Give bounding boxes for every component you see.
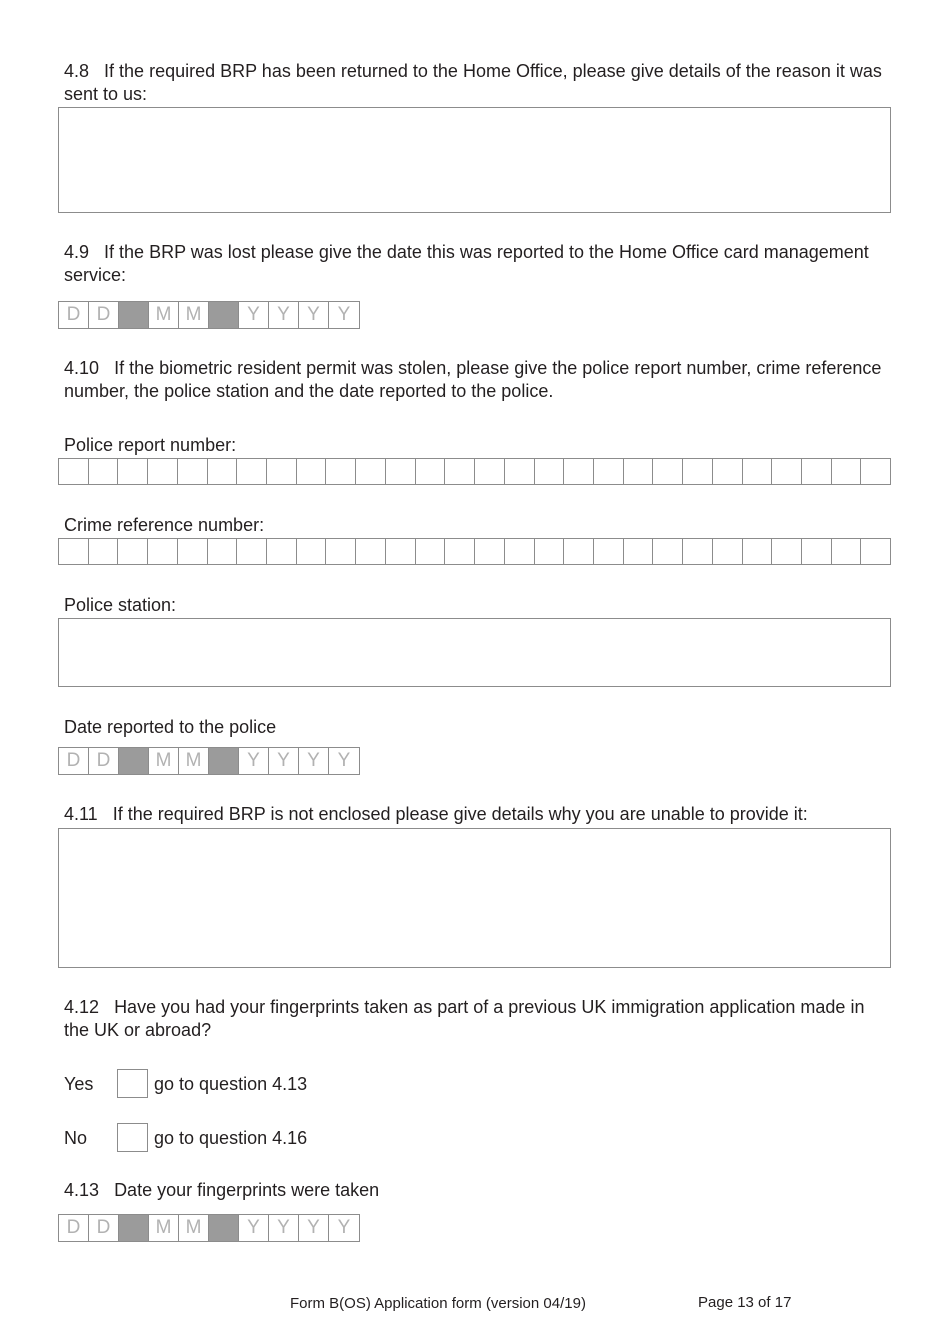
character-cell[interactable] xyxy=(535,539,565,564)
character-cell[interactable] xyxy=(89,459,119,484)
question-text: If the required BRP has been returned to the Home Office, please give details of the reason it was sent to us: xyxy=(64,61,882,104)
character-cell[interactable] xyxy=(416,539,446,564)
date-reported-label: Date reported to the police xyxy=(64,717,277,737)
year-digit[interactable]: Y xyxy=(337,750,351,771)
day-digit[interactable]: D xyxy=(89,748,119,774)
character-cell[interactable] xyxy=(59,459,89,484)
character-cell[interactable] xyxy=(861,539,890,564)
character-cell[interactable] xyxy=(118,459,148,484)
yes-instruction: go to question 4.13 xyxy=(154,1074,308,1094)
crime-reference-label: Crime reference number: xyxy=(64,515,265,535)
date-separator xyxy=(119,748,149,774)
year-digit[interactable]: Y xyxy=(239,748,269,774)
character-cell[interactable] xyxy=(445,459,475,484)
character-cell[interactable] xyxy=(535,459,565,484)
question-number: 4.9 xyxy=(64,242,90,262)
police-report-label: Police report number: xyxy=(64,435,237,455)
crime-reference-number-field[interactable] xyxy=(58,538,891,565)
question-text: If the BRP was lost please give the date this was reported to the Home Office card management service: xyxy=(64,242,869,285)
year-digit[interactable]: Y xyxy=(337,304,351,325)
month-digit[interactable]: M xyxy=(179,302,209,328)
character-cell[interactable] xyxy=(356,539,386,564)
question-4-10 xyxy=(64,357,894,403)
no-checkbox[interactable] xyxy=(117,1123,148,1152)
character-cell[interactable] xyxy=(208,459,238,484)
question-number: 4.13 xyxy=(64,1180,100,1200)
character-cell[interactable] xyxy=(237,459,267,484)
character-cell[interactable] xyxy=(653,459,683,484)
not-enclosed-reason-textbox[interactable] xyxy=(58,828,891,968)
character-cell[interactable] xyxy=(475,459,505,484)
character-cell[interactable] xyxy=(416,459,446,484)
character-cell[interactable] xyxy=(564,459,594,484)
character-cell[interactable] xyxy=(505,459,535,484)
year-digit[interactable]: Y xyxy=(269,1215,299,1241)
question-text: If the required BRP is not enclosed please give details why you are unable to provide it: xyxy=(112,804,808,824)
character-cell[interactable] xyxy=(772,459,802,484)
year-digit[interactable]: Y xyxy=(299,748,329,774)
police-station-textbox[interactable] xyxy=(58,618,891,687)
character-cell[interactable] xyxy=(386,539,416,564)
police-station-label: Police station: xyxy=(64,595,177,615)
day-digit[interactable]: D xyxy=(89,1215,119,1241)
character-cell[interactable] xyxy=(59,539,89,564)
character-cell[interactable] xyxy=(713,539,743,564)
month-digit[interactable]: M xyxy=(149,1215,179,1241)
character-cell[interactable] xyxy=(297,459,327,484)
character-cell[interactable] xyxy=(624,459,654,484)
date-separator xyxy=(209,302,239,328)
date-separator xyxy=(209,748,239,774)
character-cell[interactable] xyxy=(118,539,148,564)
question-number: 4.11 xyxy=(64,804,98,824)
day-digit[interactable]: D xyxy=(59,302,89,328)
character-cell[interactable] xyxy=(356,459,386,484)
character-cell[interactable] xyxy=(683,459,713,484)
question-text: If the biometric resident permit was stolen, please give the police report number, crime reference number, the police station and the date reported to the police. xyxy=(64,358,882,401)
character-cell[interactable] xyxy=(89,539,119,564)
character-cell[interactable] xyxy=(683,539,713,564)
character-cell[interactable] xyxy=(564,539,594,564)
character-cell[interactable] xyxy=(386,459,416,484)
character-cell[interactable] xyxy=(743,539,773,564)
character-cell[interactable] xyxy=(178,539,208,564)
yes-checkbox[interactable] xyxy=(117,1069,148,1098)
character-cell[interactable] xyxy=(594,459,624,484)
question-4-8 xyxy=(64,60,894,106)
character-cell[interactable] xyxy=(326,459,356,484)
footer-page-number: Page 13 of 17 xyxy=(698,1294,792,1311)
character-cell[interactable] xyxy=(832,539,862,564)
character-cell[interactable] xyxy=(861,459,890,484)
police-report-date-field[interactable] xyxy=(58,747,360,775)
character-cell[interactable] xyxy=(148,459,178,484)
question-4-9 xyxy=(64,241,894,287)
year-digit[interactable]: Y xyxy=(239,1215,269,1241)
question-number: 4.8 xyxy=(64,61,90,81)
month-digit[interactable]: M xyxy=(149,748,179,774)
character-cell[interactable] xyxy=(743,459,773,484)
question-4-11 xyxy=(64,803,894,826)
day-digit[interactable]: D xyxy=(59,1215,89,1241)
month-digit[interactable]: M xyxy=(149,302,179,328)
character-cell[interactable] xyxy=(653,539,683,564)
lost-report-date-field[interactable] xyxy=(58,301,360,329)
year-digit[interactable]: Y xyxy=(299,302,329,328)
year-digit[interactable]: Y xyxy=(269,302,299,328)
date-separator xyxy=(119,302,149,328)
footer-form-name: Form B(OS) Application form (version 04/19) xyxy=(290,1295,586,1312)
yes-label: Yes xyxy=(64,1074,94,1094)
character-cell[interactable] xyxy=(802,539,832,564)
date-separator xyxy=(119,1215,149,1241)
question-text: Date your fingerprints were taken xyxy=(114,1180,380,1200)
year-digit[interactable]: Y xyxy=(337,1217,351,1238)
character-cell[interactable] xyxy=(178,459,208,484)
character-cell[interactable] xyxy=(772,539,802,564)
day-digit[interactable]: D xyxy=(59,748,89,774)
year-digit[interactable]: Y xyxy=(269,748,299,774)
character-cell[interactable] xyxy=(267,539,297,564)
date-separator xyxy=(209,1215,239,1241)
character-cell[interactable] xyxy=(237,539,267,564)
character-cell[interactable] xyxy=(445,539,475,564)
fingerprints-date-field[interactable] xyxy=(58,1214,360,1242)
question-number: 4.12 xyxy=(64,997,100,1017)
year-digit[interactable]: Y xyxy=(239,302,269,328)
character-cell[interactable] xyxy=(148,539,178,564)
character-cell[interactable] xyxy=(326,539,356,564)
year-digit[interactable]: Y xyxy=(299,1215,329,1241)
character-cell[interactable] xyxy=(208,539,238,564)
character-cell[interactable] xyxy=(713,459,743,484)
character-cell[interactable] xyxy=(475,539,505,564)
no-label: No xyxy=(64,1128,88,1148)
character-cell[interactable] xyxy=(505,539,535,564)
character-cell[interactable] xyxy=(297,539,327,564)
police-report-number-field[interactable] xyxy=(58,458,891,485)
character-cell[interactable] xyxy=(267,459,297,484)
day-digit[interactable]: D xyxy=(89,302,119,328)
returned-reason-textbox[interactable] xyxy=(58,107,891,213)
character-cell[interactable] xyxy=(802,459,832,484)
no-instruction: go to question 4.16 xyxy=(154,1128,308,1148)
month-digit[interactable]: M xyxy=(179,1215,209,1241)
character-cell[interactable] xyxy=(832,459,862,484)
question-4-12 xyxy=(64,996,894,1042)
character-cell[interactable] xyxy=(624,539,654,564)
character-cell[interactable] xyxy=(594,539,624,564)
question-number: 4.10 xyxy=(64,358,100,378)
month-digit[interactable]: M xyxy=(179,748,209,774)
question-text: Have you had your fingerprints taken as part of a previous UK immigration application made in the UK or abroad? xyxy=(64,997,865,1040)
question-4-13 xyxy=(64,1179,894,1202)
